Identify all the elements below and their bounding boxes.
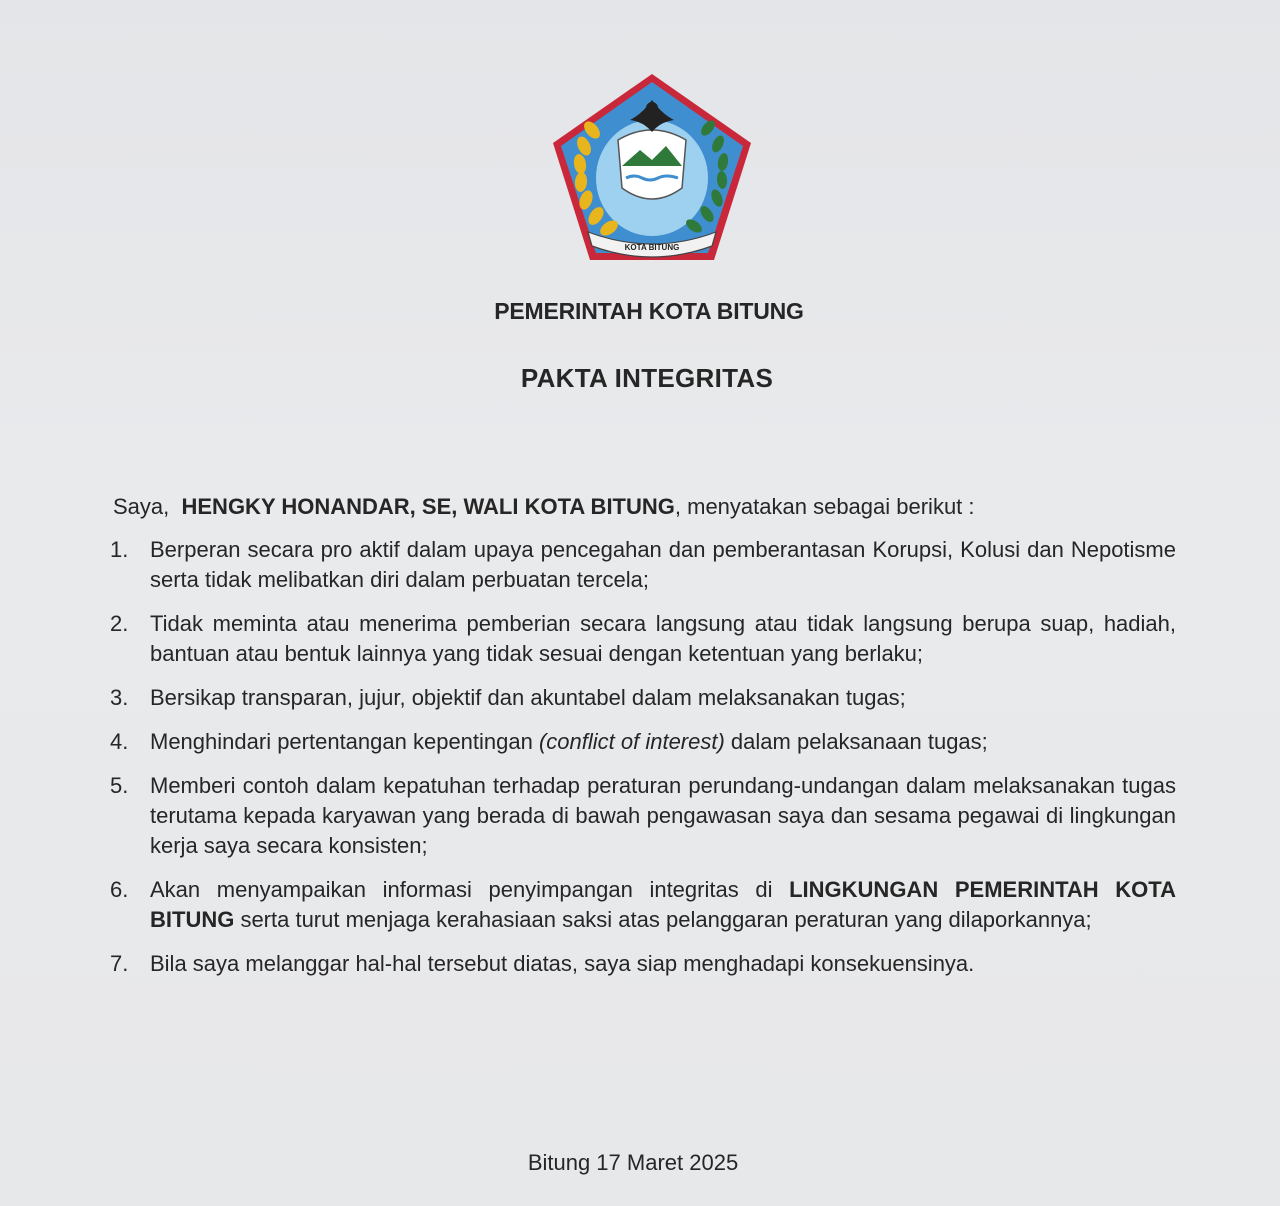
list-item <box>104 683 1176 713</box>
declarant-name: HENGKY HONANDAR, SE, WALI KOTA BITUNG <box>181 494 675 519</box>
item-text-italic: (conflict of interest) <box>538 729 725 754</box>
document-title: PAKTA INTEGRITAS <box>520 363 774 393</box>
item-text <box>150 727 1176 757</box>
list-item <box>104 949 1176 979</box>
list-item <box>104 771 1176 861</box>
government-header: PEMERINTAH KOTA BITUNG <box>494 298 804 324</box>
item-text-part: Akan menyampaikan informasi penyimpangan integritas di <box>150 877 790 902</box>
list-item <box>104 727 1176 757</box>
item-text-part: dalam pelaksanaan tugas; <box>724 729 988 754</box>
item-text: Tidak meminta atau menerima pemberian secara langsung atau tidak langsung berupa suap, hadiah, bantuan atau bentuk lainnya yang tidak sesuai dengan ketentuan yang berlaku; <box>150 611 1176 666</box>
item-number: 7. <box>110 951 129 976</box>
item-text-part: serta turut menjaga kerahasiaan saksi atas pelanggaran peraturan yang dilaporkannya; <box>234 907 1092 932</box>
item-number: 3. <box>110 685 129 710</box>
item-text: Memberi contoh dalam kepatuhan terhadap peraturan perundang-undangan dalam melaksanakan tugas terutama kepada karyawan yang berada di bawah pengawasan saya dan sesama pegawai di lingkungan kerja saya secara konsisten; <box>150 773 1176 858</box>
intro-suffix: , menyatakan sebagai berikut : <box>674 494 975 519</box>
city-emblem-logo <box>548 70 756 268</box>
item-number: 5. <box>110 773 129 798</box>
item-text <box>150 875 1176 935</box>
declaration-intro <box>113 492 975 522</box>
place-date: Bitung 17 Maret 2025 <box>527 1150 739 1175</box>
item-number: 6. <box>110 877 129 902</box>
item-text: Berperan secara pro aktif dalam upaya pencegahan dan pemberantasan Korupsi, Kolusi dan Nepotisme serta tidak melibatkan diri dalam perbuatan tercela; <box>150 537 1176 592</box>
list-item <box>104 535 1176 595</box>
list-item <box>104 609 1176 669</box>
item-text-bold: LINGKUNGAN PEMERINTAH KOTA BITUNG <box>150 877 1176 932</box>
item-number: 1. <box>110 537 129 562</box>
pledge-list <box>104 535 1176 993</box>
item-text: Bersikap transparan, jujur, objektif dan akuntabel dalam melaksanakan tugas; <box>150 685 906 710</box>
item-number: 4. <box>110 729 129 754</box>
item-number: 2. <box>110 611 129 636</box>
list-item <box>104 875 1176 935</box>
item-text-part: Menghindari pertentangan kepentingan <box>150 729 539 754</box>
item-text: Bila saya melanggar hal-hal tersebut diatas, saya siap menghadapi konsekuensinya. <box>150 951 975 976</box>
emblem-ribbon-text: KOTA BITUNG <box>624 243 680 252</box>
intro-prefix: Saya, <box>113 494 170 519</box>
